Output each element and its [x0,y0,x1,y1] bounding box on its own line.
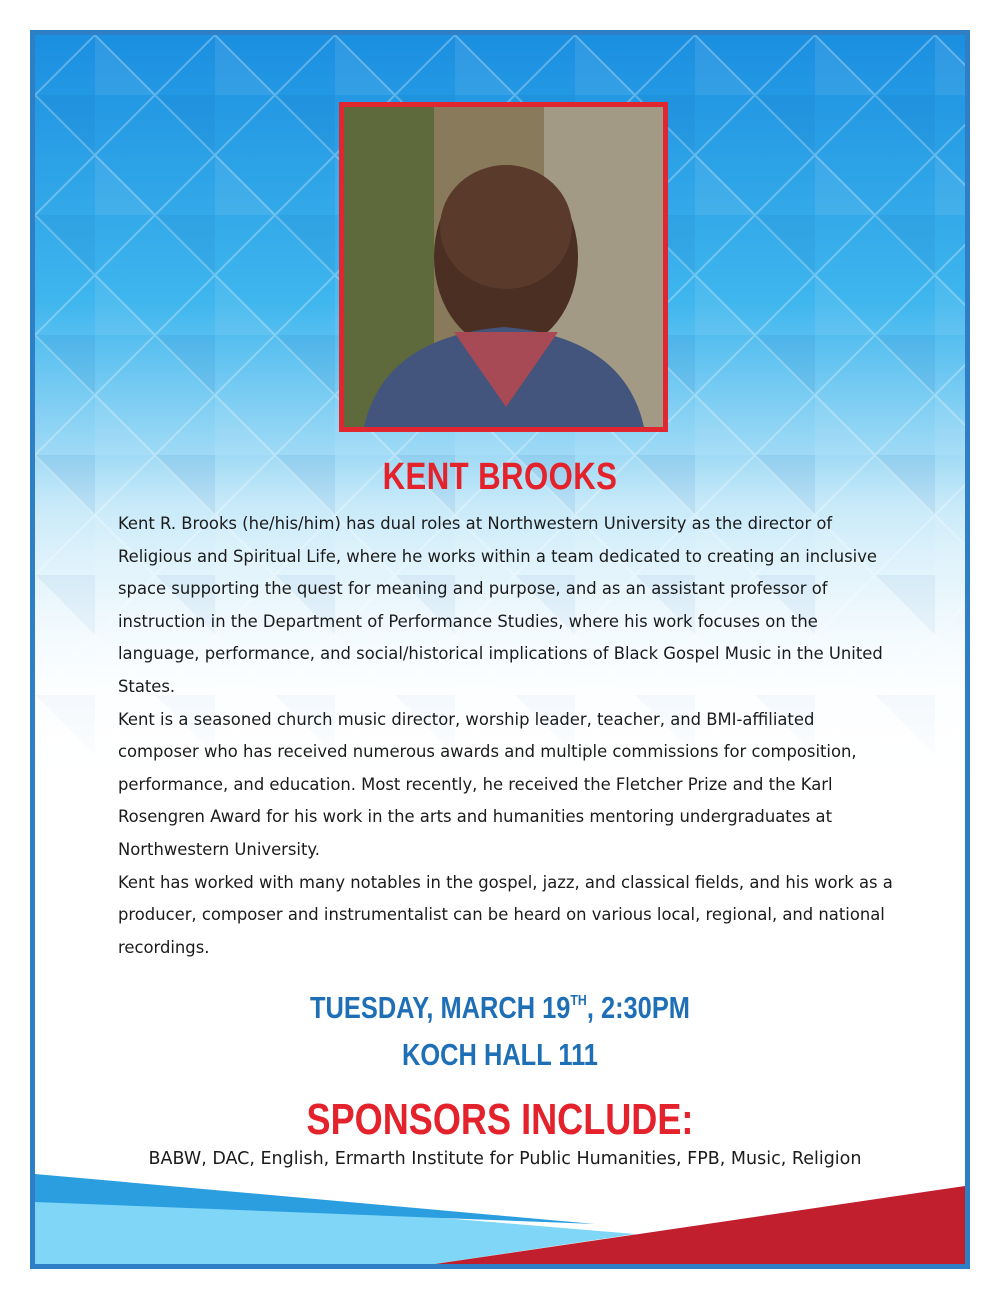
portrait-illustration [344,107,663,427]
bio-paragraph: Kent is a seasoned church music director, worship leader, teacher, and BMI-affiliated composer who has received numerous awards and multiple commissions for composition, performance, and education. Most recently, he received the Fletcher Prize and the Karl Rosengren Award for his work in the arts and humanities mentoring undergraduates at Northwestern University. [118,709,857,859]
event-location: KOCH HALL 111 [402,1037,598,1072]
event-date-time [119,990,882,1026]
flyer-frame [30,30,970,1269]
sponsors-heading: SPONSORS INCLUDE: [306,1095,694,1144]
bio-paragraph: Kent R. Brooks (he/his/him) has dual roles at Northwestern University as the director of Religious and Spiritual Life, where he works within a team dedicated to creating an inclusive space supporting the quest for meaning and purpose, and as an assistant professor of instruction in the Department of Performance Studies, where his work focuses on the language, performance, and social/historical implications of Black Gospel Music in the United States. [118,514,883,696]
bottom-stripes [35,1174,965,1264]
event-date: TUESDAY, MARCH 19 [310,990,571,1025]
event-time: , 2:30PM [586,990,690,1025]
sponsors-list: BABW, DAC, English, Ermarth Institute for Public Humanities, FPB, Music, Religion [148,1149,862,1169]
date-ordinal: TH [570,992,587,1009]
bio-paragraph: Kent has worked with many notables in the gospel, jazz, and classical fields, and his work as a producer, composer and instrumentalist can be heard on various local, regional, and national recordings. [118,872,893,957]
speaker-name: KENT BROOKS [382,456,618,498]
speaker-bio [118,508,898,964]
speaker-photo [339,102,668,432]
